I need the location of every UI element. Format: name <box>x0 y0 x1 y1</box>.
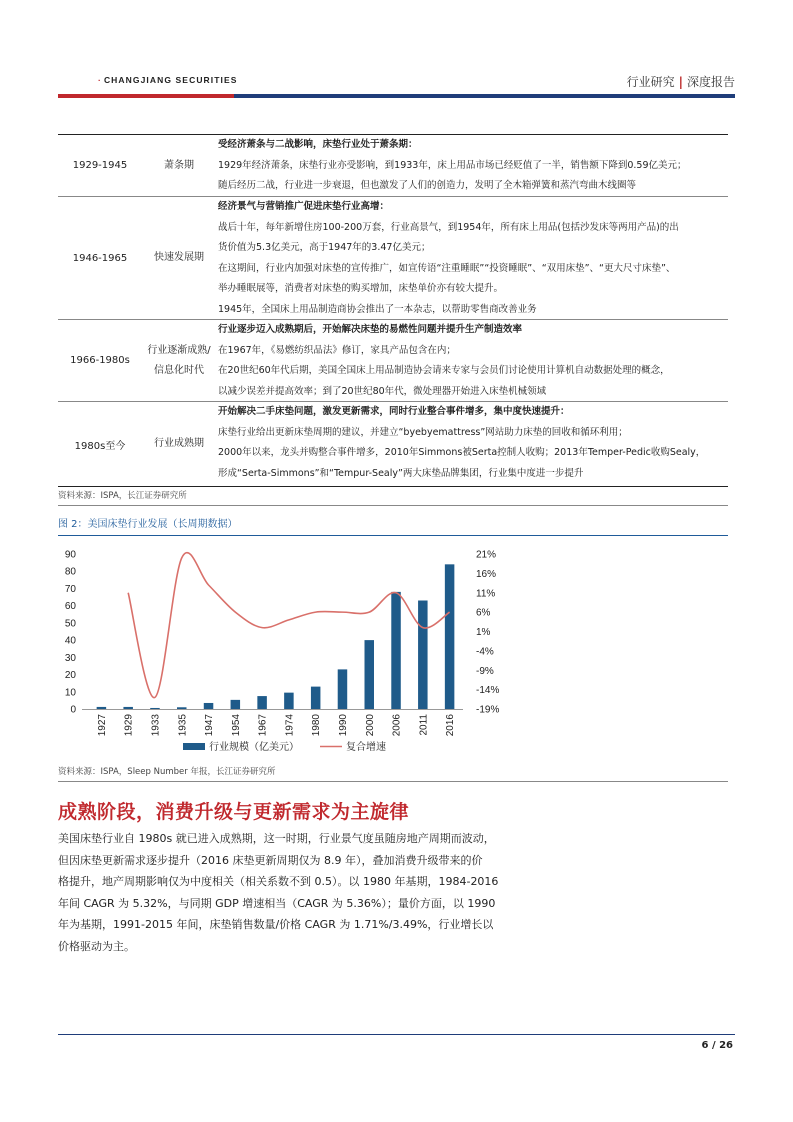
table-row <box>58 402 728 486</box>
bar-2000 <box>365 640 375 709</box>
legend-line-label: 复合增速 <box>346 742 386 753</box>
y-right-tick-label: -14% <box>476 685 500 697</box>
y-right-tick-label: -19% <box>476 704 500 716</box>
x-tick-label: 2011 <box>418 714 430 736</box>
report-type: 行业研究 | 深度报告 <box>626 75 735 89</box>
y-left-tick-label: 80 <box>64 566 76 578</box>
section-paragraph: 美国床垫行业自 1980s 就已进入成熟期，这一时期，行业景气度虽随房地产周期而波动， 但因床垫更新需求逐步提升（2016 床垫更新周期仅为 8.9 年），叠加消费升级带来的价 格提升，地产周期影响仅为中度相关（相关系数不到 0.5）。以 1980 年基期，1984-2016 年间 CAGR 为 5.32%，与同期 GDP 增速相当（CAGR 为 5.36%）；量价方面，以 1990 年为基期，1991-2015 年间，床垫销售数量/价格 CAGR 为 1.71%/3.49%，行业增长以 价格驱动为主。 <box>58 832 499 953</box>
x-tick-label: 1929 <box>123 714 135 737</box>
footer-line <box>58 1034 735 1035</box>
bar-1933 <box>150 708 160 709</box>
page-number: 6 / 26 <box>701 1040 733 1051</box>
x-tick-label: 2016 <box>445 714 457 737</box>
y-left-tick-label: 20 <box>64 670 76 682</box>
bar-1974 <box>284 693 294 709</box>
stage-cell: 快速发展期 <box>154 252 204 263</box>
table-row <box>58 320 728 402</box>
stage-cell: 萧条期 <box>164 159 194 171</box>
y-left-tick-label: 30 <box>64 652 76 664</box>
y-right-tick-label: 16% <box>476 568 497 580</box>
bar-2011 <box>418 601 428 710</box>
y-left-tick-label: 10 <box>64 687 76 699</box>
growth-line <box>128 553 449 698</box>
bar-1967 <box>257 696 267 709</box>
y-left-tick-label: 50 <box>64 618 76 630</box>
table-row <box>58 197 728 320</box>
bar-1927 <box>97 707 107 709</box>
period-cell: 1946-1965 <box>72 252 128 264</box>
mattress-industry-chart <box>58 540 548 762</box>
figure-source: 资料来源：ISPA，Sleep Number 年报，长江证券研究所 <box>58 767 276 777</box>
bar-1990 <box>338 669 348 709</box>
bar-1954 <box>231 700 241 709</box>
y-left-tick-label: 70 <box>64 583 76 595</box>
x-tick-label: 1947 <box>204 714 216 737</box>
history-table <box>58 134 728 487</box>
bar-1947 <box>204 703 214 709</box>
x-tick-label: 1980 <box>311 714 323 737</box>
y-right-tick-label: 21% <box>476 549 497 561</box>
table-row <box>58 135 728 197</box>
description-cell: 行业逐步迈入成熟期后，开始解决床垫的易燃性问题并提升生产制造效率 在1967年，《易燃纺织品法》修订，家具产品包含在内； 在20世纪60年代后期，美国全国床上用品制造协会请来专家与会员们讨论使用计算机自动数据处理的概念， 以减少误差并提高效率；到了20世纪80年代，微处理器开始进入床垫机械领域 <box>218 324 670 397</box>
x-tick-label: 1967 <box>257 714 269 737</box>
description-cell: 受经济萧条与二战影响，床垫行业处于萧条期： 1929年经济萧条，床垫行业亦受影响，到1933年，床上用品市场已经贬值了一半，销售额下降到0.59亿美元； 随后经历二战，行业进一步衰退，但也激发了人们的创造力，发明了全木箱弹簧和蒸汽弯曲木线圈等 <box>218 139 687 192</box>
company-logo: · CHANGJIANG SECURITIES <box>98 75 238 85</box>
bar-2006 <box>391 592 401 709</box>
divider <box>58 781 728 782</box>
y-left-tick-label: 0 <box>70 704 76 716</box>
description-cell: 经济景气与营销推广促进床垫行业高增： 战后十年，每年新增住房100-200万套，行业高景气，到1954年，所有床上用品(包括沙发床等两用产品)的出 货价值为5.3亿美元，高于1947年的3.47亿美元； 在这期间，行业内加强对床垫的宣传推广，如宣传语“注重睡眠”“投资睡眠”、“双用床垫”、“更大尺寸床垫”、 举办睡眠展等，消费者对床垫的购买增加，床垫单价亦有较大提升。 1945年，全国床上用品制造商协会推出了一本杂志，以帮助零售商改善业务 <box>218 201 679 315</box>
bar-1980 <box>311 687 321 709</box>
x-tick-label: 1927 <box>96 714 108 737</box>
x-tick-label: 1933 <box>150 714 162 737</box>
x-tick-label: 1974 <box>284 714 296 737</box>
description-cell: 开始解决二手床垫问题，激发更新需求，同时行业整合事件增多，集中度快速提升： 床垫行业给出更新床垫周期的建议，并建立“byebyemattress”网站助力床垫的回收和循环利用； 2000年以来，龙头并购整合事件增多，2010年Simmons被Serta控制人收购；2013年Temper-Pedic收购Sealy， 形成“Serta-Simmons”和“Tempur-Sealy”两大床垫品牌集团，行业集中度进一步提升 <box>218 406 706 479</box>
y-left-tick-label: 60 <box>64 601 76 613</box>
y-right-tick-label: 6% <box>476 607 491 619</box>
period-cell: 1966-1980s <box>70 355 130 366</box>
y-right-tick-label: 11% <box>476 588 496 600</box>
legend-bar-swatch <box>183 743 205 750</box>
x-tick-label: 1935 <box>177 714 189 737</box>
y-right-tick-label: 1% <box>476 627 491 638</box>
header-bar <box>58 94 735 98</box>
y-right-tick-label: -4% <box>476 646 494 658</box>
legend-bar-label: 行业规模（亿美元） <box>209 742 299 753</box>
bar-2016 <box>445 564 455 709</box>
x-tick-label: 2006 <box>391 714 403 737</box>
period-cell: 1980s至今 <box>74 440 126 452</box>
stage-cell: 行业逐渐成熟/信息化时代 <box>147 344 211 376</box>
x-tick-label: 1990 <box>337 714 349 737</box>
bar-1929 <box>123 707 133 709</box>
x-tick-label: 1954 <box>230 714 242 737</box>
divider <box>58 505 728 506</box>
bar-1935 <box>177 707 187 709</box>
divider <box>58 535 728 536</box>
table-source: 资料来源：ISPA，长江证券研究所 <box>58 491 187 501</box>
figure-title: 图 2：美国床垫行业发展（长周期数据） <box>58 519 238 530</box>
period-cell: 1929-1945 <box>72 160 128 171</box>
x-tick-label: 2000 <box>364 714 376 737</box>
stage-cell: 行业成熟期 <box>154 438 204 449</box>
y-left-tick-label: 90 <box>64 549 76 561</box>
y-right-tick-label: -9% <box>476 665 494 677</box>
y-left-tick-label: 40 <box>64 635 76 647</box>
section-title: 成熟阶段，消费升级与更新需求为主旋律 <box>58 801 410 823</box>
